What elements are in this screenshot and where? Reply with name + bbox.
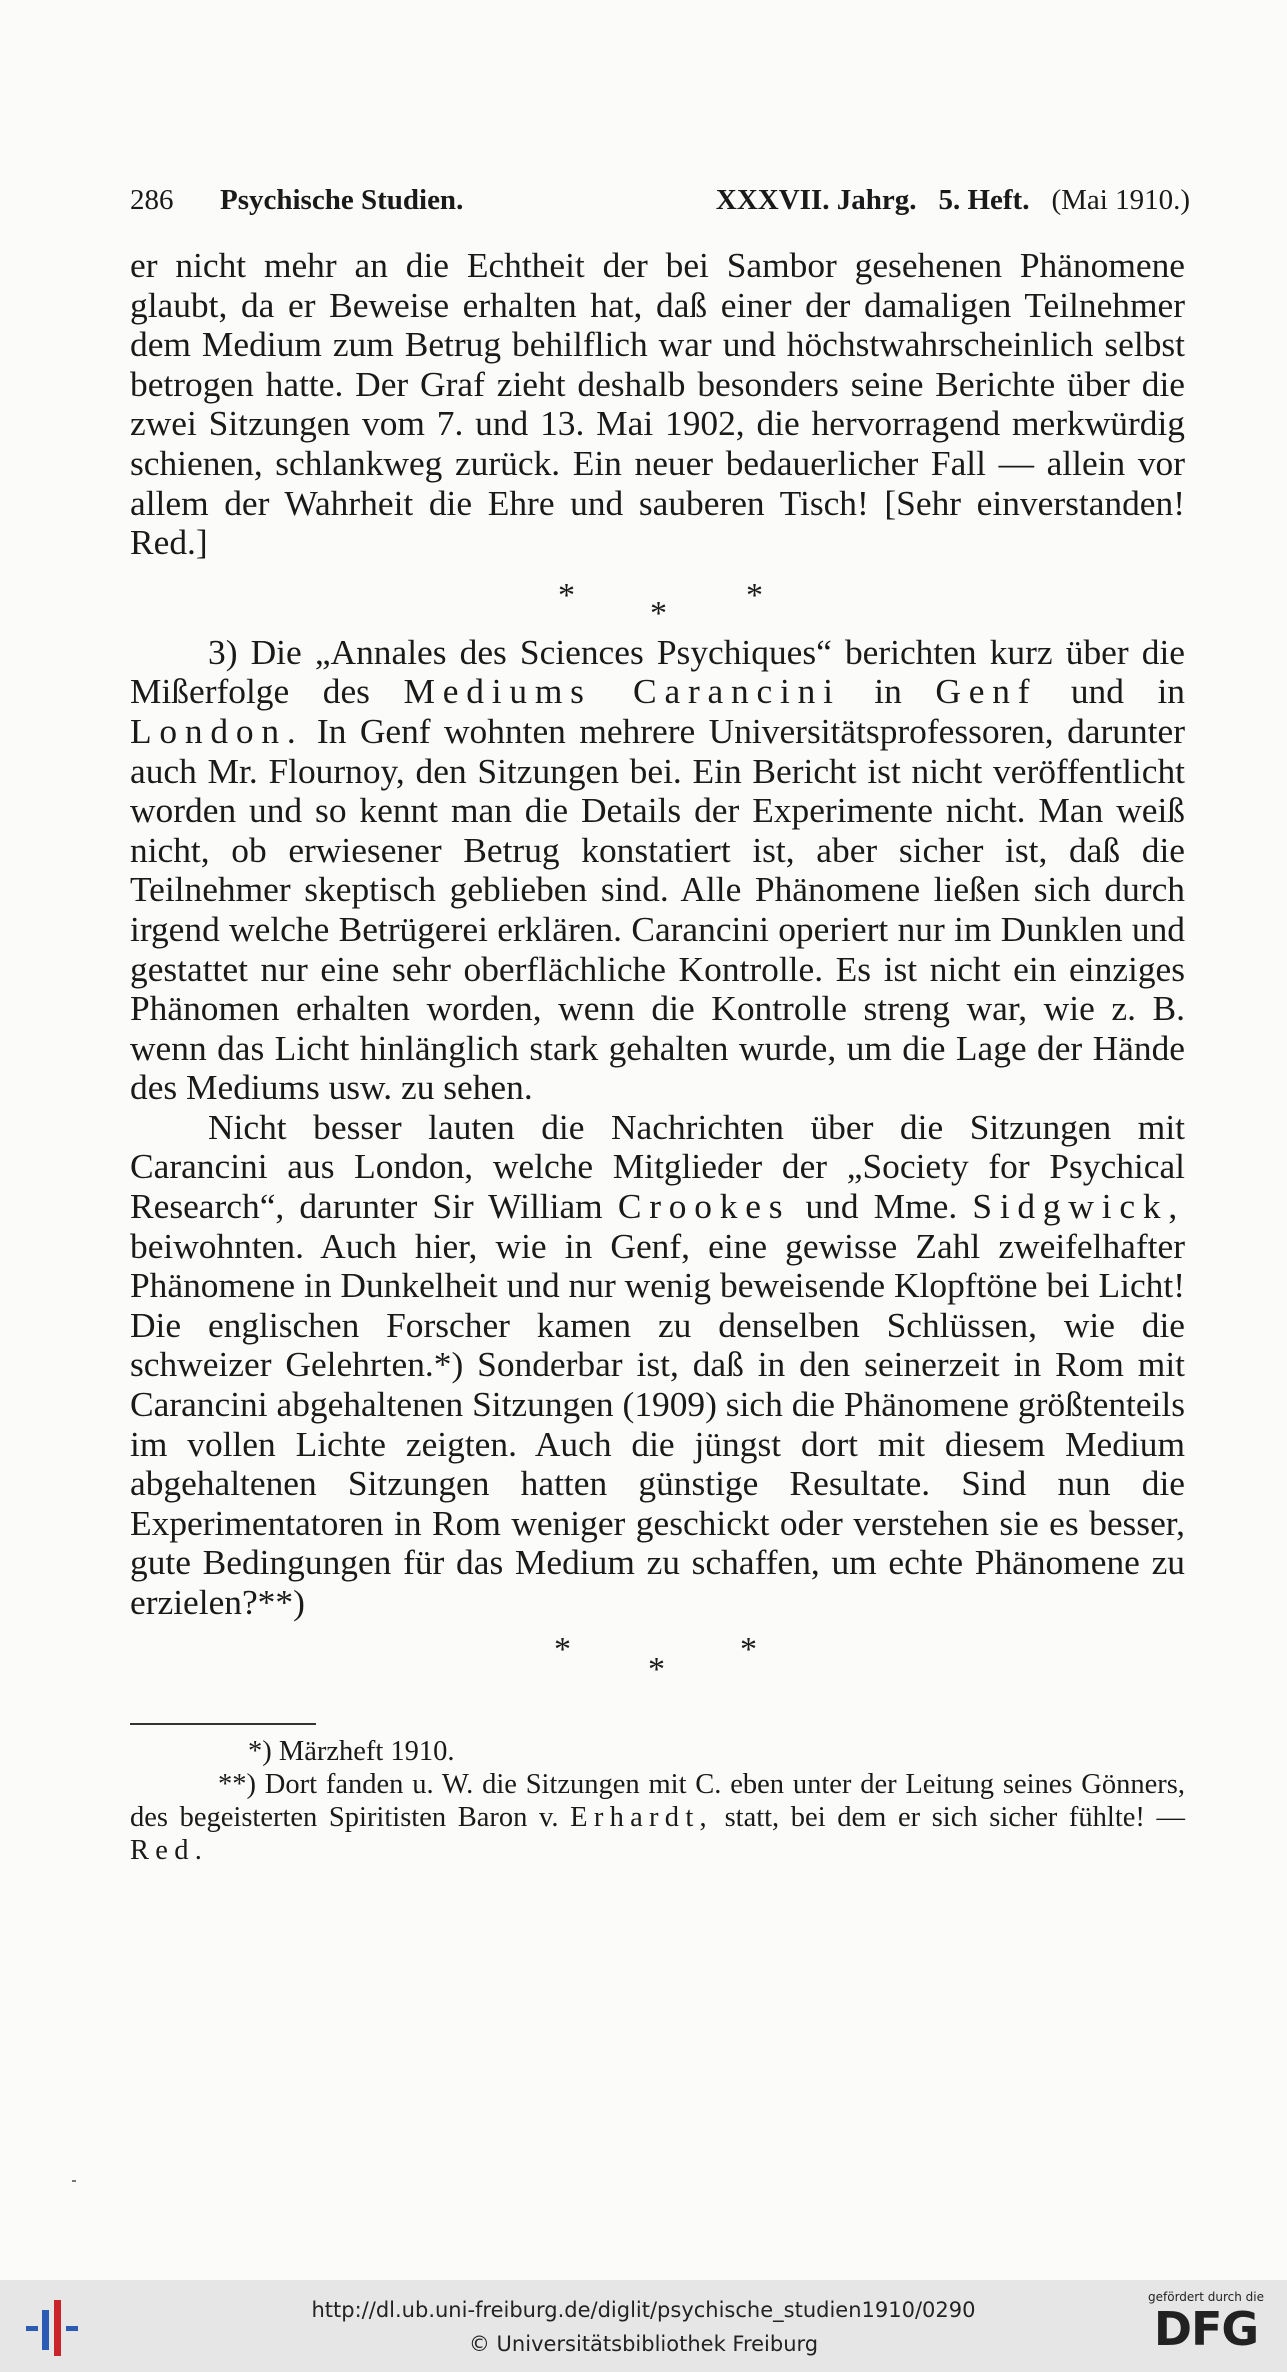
paragraph-1: er nicht mehr an die Echtheit der bei Sambor gesehenen Phänomene glaubt, da er Beweise erhalten hat, daß einer der damaligen Teilnehmer dem Medium zum Betrug behilflich war und höchstwahrscheinlich selbst betrogen hatte. Der Graf zieht deshalb besonders seine Berichte über die zwei Sitzungen vom 7. und 13. Mai 1902, die hervorragend merkwürdig schienen, schlankweg zurück. Ein neuer bedauerlicher Fall — allein vor allem der Wahrheit die Ehre und sauberen Tisch! [Sehr einverstanden! Red.] [130,245,1185,563]
footnote-1: *) Märzheft 1910. [248,1735,455,1767]
dfg-logo [1141,2290,1271,2354]
asterism-star: * [746,576,763,614]
journal-title: Psychische Studien. [220,183,464,216]
article-body [130,246,1185,1867]
issue-date: (Mai 1910.) [1051,183,1190,216]
scan-speck [72,2180,76,2182]
paragraph-2: 3) Die „Annales des Sciences Psychiques“ berichten kurz über die Mißerfolge des Mediums Carancini in Genf und in London. In Genf wohnten mehrere Universitätsprofessoren, darunter auch Mr. Flournoy, den Sitzungen bei. Ein Bericht ist nicht veröffentlicht worden und so kennt man die Details der Experimente nicht. Man weiß nicht, ob erwiesener Betrug konstatiert ist, aber sicher ist, daß die Teilnehmer skeptisch geblieben sind. Alle Phänomene ließen sich durch irgend welche Betrügerei erklären. Carancini operiert nur im Dunklen und gestattet nur eine sehr oberflächliche Kontrolle. Es ist nicht ein einziges Phänomen erhalten worden, wenn die Kontrolle streng war, wie z. B. wenn das Licht hinlänglich stark gehalten wurde, um die Lage der Hände des Mediums usw. zu sehen. [130,631,1186,1108]
dfg-wordmark: DFG [1153,2302,1259,2356]
dfg-tagline: gefördert durch die [1148,2290,1264,2304]
footnote-divider [130,1723,316,1725]
footnotes [130,1735,1185,1867]
paragraph-3: Nicht besser lauten die Nachrichten über die Sitzungen mit Carancini aus London, welche Mitglieder der „Society for Psychical Research“, darunter Sir William Crookes und Mme. Sidgwick, beiwohnten. Auch hier, wie in Genf, eine gewisse Zahl zweifelhafter Phänomene in Dunkelheit und nur wenig beweisende Klopftöne bei Licht! Die englischen Forscher kamen zu denselben Schlüssen, wie die schweizer Gelehrten.*) Sonderbar ist, daß in den seinerzeit in Rom mit Carancini abgehaltenen Sitzungen (1909) sich die Phänomene größtenteils im vollen Lichte zeigten. Auch die jüngst dort mit diesem Medium abgehaltenen Sitzungen hatten günstige Resultate. Sind nun die Experimentatoren in Rom weniger geschickt oder verstehen sie es besser, gute Bedingungen für das Medium zu schaffen, um echte Phänomene zu erzielen?**) [130,1106,1185,1622]
asterism-star: * [648,1650,665,1688]
asterism-star: * [650,594,667,632]
footnote-2: **) Dort fanden u. W. die Sitzungen mit C. eben unter der Leitung seines Gönners, des begeisterten Spiritisten Baron v. Erhardt, statt, bei dem er sich sicher fühlte! — Red. [130,1768,1186,1866]
page-url-link[interactable]: http://dl.ub.uni-freiburg.de/diglit/psychische_studien1910/0290 [311,2298,976,2322]
asterism-star: * [558,576,575,614]
volume-label: XXXVII. Jahrg. [715,183,917,216]
running-header [130,178,1190,222]
section-asterism-1 [130,563,1185,633]
copyright-notice: © Universitätsbibliothek Freiburg [468,2332,819,2356]
asterism-star: * [740,1630,757,1668]
section-asterism-2 [130,1623,1185,1693]
page-number: 286 [130,183,174,216]
issue-label: 5. Heft. [938,183,1030,216]
viewer-footer [0,2280,1287,2372]
asterism-star: * [554,1630,571,1668]
